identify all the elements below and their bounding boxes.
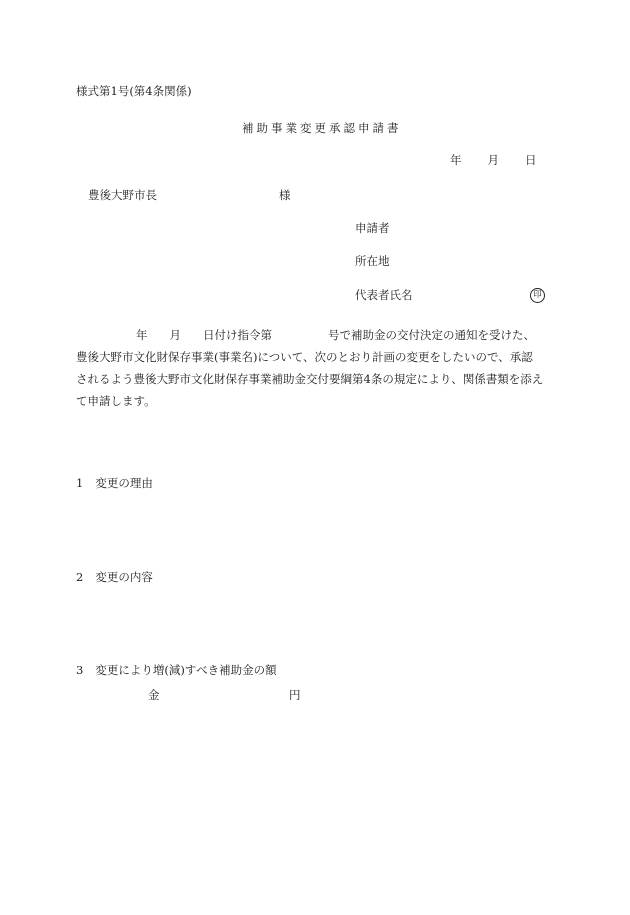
section-2-number: 2 [76, 570, 84, 584]
date-year-label: 年 [450, 153, 462, 167]
date-month-label: 月 [487, 153, 499, 167]
section-1-title: 変更の理由 [95, 476, 153, 490]
body-line-2: 豊後大野市文化財保存事業(事業名)について、次のとおり計画の変更をしたいので、承認 [76, 350, 533, 364]
amount-unit: 円 [289, 688, 301, 702]
form-number: 様式第1号(第4条関係) [76, 84, 192, 98]
section-1-number: 1 [76, 476, 84, 490]
body-month-label: 月 [169, 328, 181, 342]
section-3-number: 3 [76, 663, 84, 677]
applicant-label: 申請者 [355, 221, 390, 235]
body-line-1-rest: 号で補助金の交付決定の通知を受けた、 [328, 328, 535, 342]
amount-prefix: 金 [148, 688, 160, 702]
date-day-label: 日 [525, 153, 537, 167]
section-2-title: 変更の内容 [95, 570, 153, 584]
section-3-title: 変更により増(減)すべき補助金の額 [95, 663, 277, 677]
body-year-label: 年 [136, 328, 148, 342]
body-line-1 [76, 324, 556, 346]
representative-name-label: 代表者氏名 [355, 288, 413, 302]
addressee-name: 豊後大野市長 [88, 188, 157, 202]
section-3-heading [76, 665, 277, 677]
body-paragraph [76, 324, 556, 412]
address-label: 所在地 [355, 254, 390, 268]
body-designation-label: 日付け指令第 [203, 328, 272, 342]
seal-mark: 印 [530, 288, 545, 303]
date-line [450, 155, 537, 167]
section-1-heading [76, 478, 153, 490]
body-line-3: されるよう豊後大野市文化財保存事業補助金交付要綱第4条の規定により、関係書類を添え [76, 372, 544, 386]
section-2-heading [76, 572, 153, 584]
addressee-honorific: 様 [279, 188, 291, 202]
document-title: 補助事業変更承認申請書 [242, 121, 402, 135]
body-line-4: て申請します。 [76, 394, 156, 408]
